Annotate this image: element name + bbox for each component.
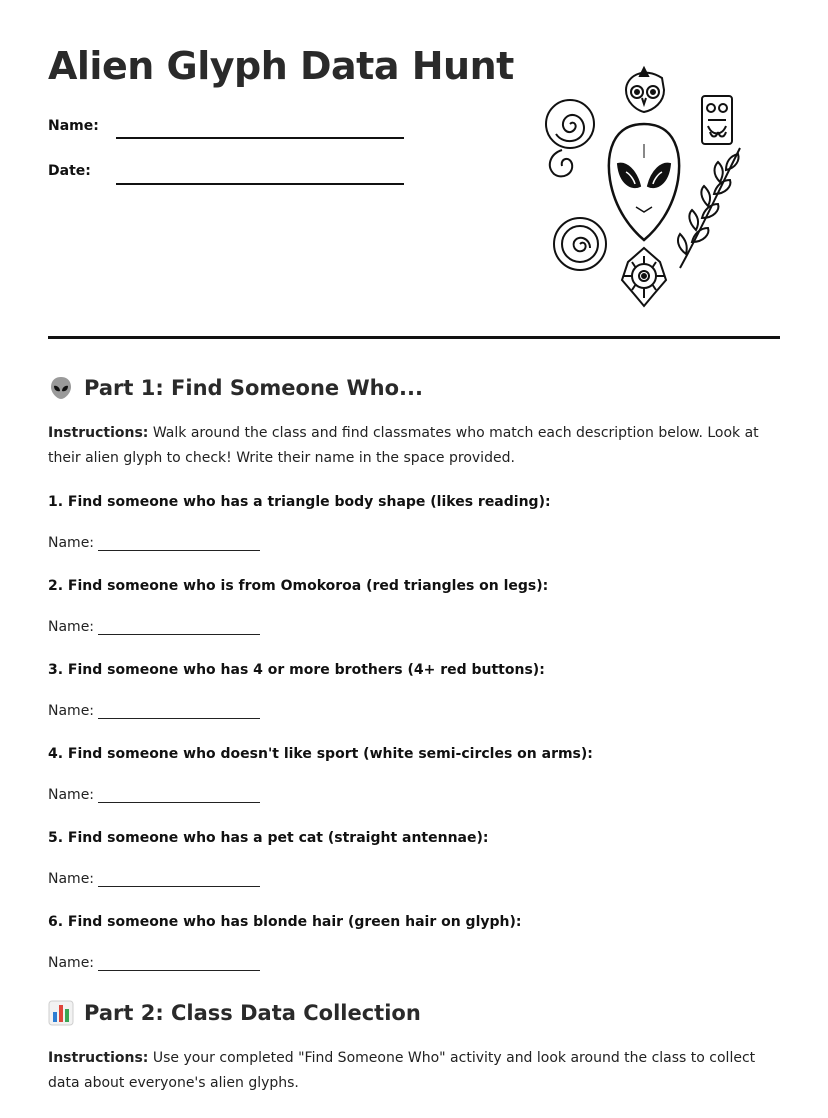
- answer-blank-3[interactable]: [98, 704, 260, 719]
- alien-emoji-icon: [48, 375, 74, 401]
- answer-blank-2[interactable]: [98, 620, 260, 635]
- part1-instructions-text: Walk around the class and find classmates who match each description below. Look at their alien glyph to check! Write their name in the space provided.: [48, 425, 759, 466]
- answer-4: [48, 787, 260, 803]
- answer-label: Name:: [48, 619, 95, 635]
- alien-glyph-doodles-icon: [540, 62, 750, 312]
- alien-head-icon: [609, 124, 679, 240]
- name-label: Name:: [48, 118, 99, 134]
- answer-6: [48, 955, 260, 971]
- header-divider: [48, 336, 780, 339]
- part1-instructions: [48, 421, 773, 471]
- answer-5: [48, 871, 260, 887]
- date-line[interactable]: [116, 183, 404, 185]
- question-5: 5. Find someone who has a pet cat (straight antennae):: [48, 830, 489, 846]
- question-3: 3. Find someone who has 4 or more brothers (4+ red buttons):: [48, 662, 545, 678]
- part2-instructions: [48, 1046, 773, 1096]
- fern-leaf-icon: [678, 148, 740, 268]
- bar-chart-emoji-icon: [48, 1000, 74, 1026]
- answer-label: Name:: [48, 535, 95, 551]
- owl-icon: [626, 68, 664, 112]
- part2-instructions-label: Instructions:: [48, 1050, 149, 1066]
- answer-label: Name:: [48, 955, 95, 971]
- page-title: Alien Glyph Data Hunt: [48, 44, 514, 88]
- answer-blank-5[interactable]: [98, 872, 260, 887]
- answer-3: [48, 703, 260, 719]
- answer-blank-4[interactable]: [98, 788, 260, 803]
- part1-instructions-label: Instructions:: [48, 425, 149, 441]
- answer-1: [48, 535, 260, 551]
- part2-heading: [48, 1000, 421, 1026]
- tiki-icon: [702, 96, 732, 144]
- part1-heading-text: Part 1: Find Someone Who...: [84, 376, 423, 400]
- part2-instructions-text: Use your completed "Find Someone Who" activity and look around the class to collect data about everyone's alien glyphs.: [48, 1050, 756, 1091]
- question-6: 6. Find someone who has blonde hair (green hair on glyph):: [48, 914, 522, 930]
- name-line[interactable]: [116, 137, 404, 139]
- question-1: 1. Find someone who has a triangle body shape (likes reading):: [48, 494, 551, 510]
- part2-heading-text: Part 2: Class Data Collection: [84, 1001, 421, 1025]
- spiral-icon: [546, 100, 606, 270]
- question-2: 2. Find someone who is from Omokoroa (red triangles on legs):: [48, 578, 549, 594]
- answer-blank-6[interactable]: [98, 956, 260, 971]
- flower-icon: [622, 248, 666, 306]
- question-4: 4. Find someone who doesn't like sport (white semi-circles on arms):: [48, 746, 593, 762]
- answer-label: Name:: [48, 703, 95, 719]
- answer-2: [48, 619, 260, 635]
- answer-label: Name:: [48, 871, 95, 887]
- answer-blank-1[interactable]: [98, 536, 260, 551]
- date-label: Date:: [48, 163, 91, 179]
- answer-label: Name:: [48, 787, 95, 803]
- part1-heading: [48, 375, 423, 401]
